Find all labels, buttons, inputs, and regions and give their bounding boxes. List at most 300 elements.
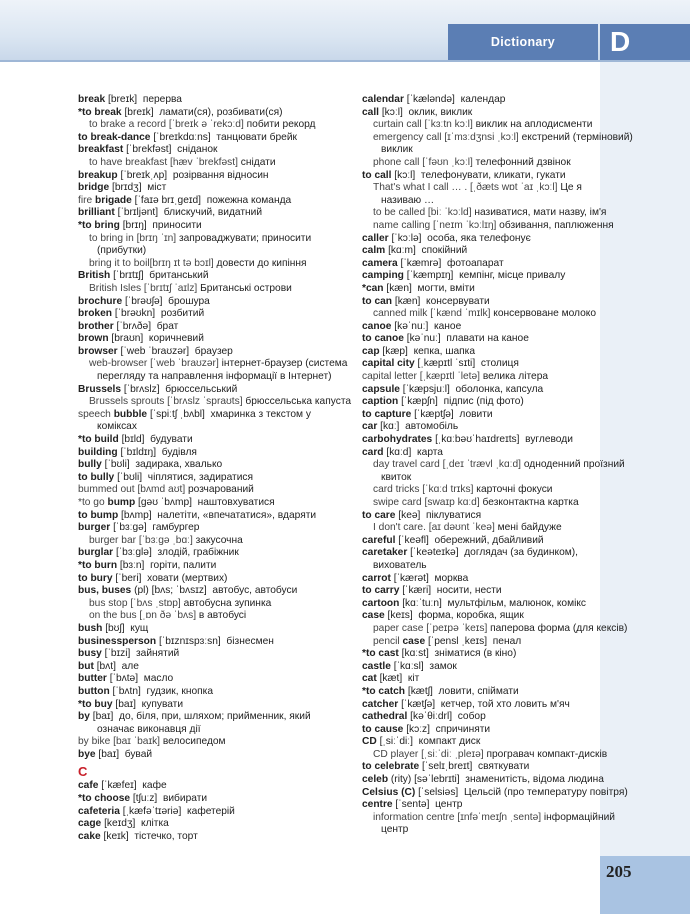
sub-entry xyxy=(362,157,598,170)
dictionary-entry xyxy=(362,761,598,774)
sub-entry xyxy=(78,358,346,371)
transcription: [ˈbʌtə] xyxy=(109,673,139,685)
dictionary-entry xyxy=(362,409,598,422)
dictionary-entry xyxy=(78,686,346,699)
headword: cartoon xyxy=(362,597,400,609)
sub-entry xyxy=(78,283,346,296)
transcription: [kɔːz] xyxy=(406,723,430,735)
translation: обережний, дбайливий xyxy=(434,534,544,546)
sub-entry xyxy=(362,748,608,762)
translation: бувай xyxy=(124,748,153,760)
dictionary-entry xyxy=(362,321,598,334)
translation: піклуватися xyxy=(426,509,482,521)
dictionary-entry xyxy=(362,610,598,623)
headword: capital city xyxy=(362,358,415,370)
dictionary-entry xyxy=(78,831,346,844)
dictionary-entry xyxy=(362,333,598,346)
dictionary-entry xyxy=(78,472,346,485)
headword: careful xyxy=(362,534,396,546)
headword: *to cast xyxy=(362,648,399,660)
entry-continuation xyxy=(78,371,346,384)
example-phrase: by bike [baɪ ˈbaɪk] xyxy=(78,736,161,748)
transcription: [keə] xyxy=(398,509,421,521)
headword: cafeteria xyxy=(78,805,120,817)
dictionary-entry xyxy=(78,585,346,598)
transcription: [ˈberi] xyxy=(115,572,142,584)
translation: танцювати брейк xyxy=(216,131,297,143)
example-phrase: canned milk [ˈkænd ˈmɪlk] xyxy=(373,308,491,320)
translation: довести до кипіння xyxy=(216,257,307,269)
headword: cafe xyxy=(78,780,99,792)
headword: cathedral xyxy=(362,711,408,723)
sub-entry xyxy=(362,219,614,233)
transcription: [ˈweb ˈbraʊzər] xyxy=(120,345,190,357)
translation: морква xyxy=(434,572,469,584)
dictionary-entry xyxy=(78,182,346,195)
dictionary-entry xyxy=(78,510,346,523)
transcription: [ˈbɜːgə] xyxy=(113,522,147,534)
transcription: [ˈfaɪə brɪˌgeɪd] xyxy=(134,194,202,206)
entry-continuation xyxy=(362,560,598,573)
translation: носити, нести xyxy=(436,585,502,597)
headword: bus, buses xyxy=(78,585,132,597)
translation: карта xyxy=(416,446,443,458)
dictionary-entry xyxy=(362,384,598,397)
translation: велосипедом xyxy=(162,736,226,748)
dictionary-entry xyxy=(362,585,598,598)
translation: центр xyxy=(435,799,463,811)
transcription: [ˈkæptʃə] xyxy=(414,408,454,420)
translation: запроваджувати; приносити xyxy=(178,232,312,244)
transcription: [ˌsiːˈdiː] xyxy=(379,736,413,748)
headword: browser xyxy=(78,345,118,357)
translation: ловити, спіймати xyxy=(438,685,519,697)
dictionary-entry xyxy=(362,421,598,434)
translation: снідати xyxy=(240,156,276,168)
translation: знаменитість, відома людина xyxy=(465,774,604,786)
transcription: [ˈkɑːsl] xyxy=(393,660,424,672)
dictionary-entry xyxy=(362,434,598,447)
translation: брюссельський xyxy=(165,383,238,395)
entry-continuation xyxy=(78,421,346,434)
translation: карточні фокуси xyxy=(476,484,553,496)
headword: to call xyxy=(362,169,392,181)
dictionary-entry xyxy=(78,384,346,397)
translation: фотоапарат xyxy=(446,257,504,269)
example-phrase: speech xyxy=(78,408,111,420)
transcription: [ˈselsiəs] xyxy=(418,786,459,798)
headword: cage xyxy=(78,818,102,830)
translation: міст xyxy=(147,182,167,194)
sub-entry xyxy=(362,308,598,321)
headword: *can xyxy=(362,282,384,294)
headword: butter xyxy=(78,673,107,685)
transcription: [baɪ] xyxy=(115,698,136,710)
translation: перерва xyxy=(142,94,182,105)
dictionary-entry xyxy=(362,510,598,523)
dictionary-entry xyxy=(362,94,598,107)
translation: ламати(ся), розбивати(ся) xyxy=(159,106,283,118)
translation: Британські острови xyxy=(200,282,292,294)
example-phrase: *to go xyxy=(78,497,105,508)
transcription: [kæn] xyxy=(386,282,412,294)
transcription: [keɪk] xyxy=(103,830,129,842)
translation: налетіти, «впечататися», вдаряти xyxy=(157,509,317,521)
headword: cap xyxy=(362,345,380,357)
translation: столиця xyxy=(480,358,519,370)
translation: означає виконавця дії xyxy=(97,723,201,735)
transcription: [kəˈnuː] xyxy=(394,320,429,332)
transcription: [kɔːl] xyxy=(394,169,416,181)
sub-entry xyxy=(78,396,352,409)
translation: кіт xyxy=(407,673,420,685)
dictionary-entry xyxy=(78,560,346,573)
translation: коричневий xyxy=(148,333,204,345)
headword: catcher xyxy=(362,698,399,710)
headword: to can xyxy=(362,295,393,307)
translation: тістечко, торт xyxy=(134,830,198,842)
transcription: [ˈkæmrə] xyxy=(400,257,442,269)
translation: спокійний xyxy=(421,245,468,257)
translation: телефонний дзвінок xyxy=(475,156,571,168)
transcription: [breɪk] xyxy=(124,106,154,118)
example-phrase: name calling [ˈneɪm ˈkɔːlɪŋ] xyxy=(373,219,497,231)
headword: brother xyxy=(78,320,114,332)
dictionary-entry xyxy=(362,547,598,560)
headword: building xyxy=(78,446,118,458)
example-phrase: curtain call [ˈkɜːtn kɔːl] xyxy=(373,119,473,131)
example-phrase: information centre [ɪnfəˈmeɪʃn ˌsentə] xyxy=(373,811,542,823)
dictionary-entry xyxy=(362,283,598,296)
headword: burger xyxy=(78,522,111,534)
transcription: [ˈbɪznɪspɜːsn] xyxy=(158,635,221,647)
transcription: [ˈkæri] xyxy=(402,585,432,597)
transcription: [ˈbrekfəst] xyxy=(126,144,172,156)
translation: кепка, шапка xyxy=(413,345,476,357)
translation: інформаційний xyxy=(543,811,615,823)
dictionary-entry xyxy=(362,736,598,749)
entry-continuation xyxy=(362,824,598,837)
sub-entry xyxy=(362,119,598,132)
headword: caption xyxy=(362,396,399,408)
translation: каное xyxy=(433,320,462,332)
headword: *to buy xyxy=(78,698,113,710)
headword: to capture xyxy=(362,408,412,420)
translation: ловити xyxy=(459,408,493,420)
transcription: [ˌkɑːbəʊˈhaɪdreɪts] xyxy=(435,434,520,446)
dictionary-entry xyxy=(362,270,598,283)
sub-entry xyxy=(78,409,346,422)
example-phrase: to have breakfast [hæv ˈbrekfəst] xyxy=(89,156,238,168)
example-phrase: burger bar [ˈbɜːgə ˌbɑː] xyxy=(89,534,193,546)
translation: святкувати xyxy=(477,761,530,773)
translation: вуглеводи xyxy=(525,434,573,446)
example-phrase: to brake a record [ˈbreɪk ə ˈrekɔːd] xyxy=(89,119,244,131)
headword: call xyxy=(362,106,379,118)
transcription: [bʌt] xyxy=(96,660,116,672)
headword: busy xyxy=(78,648,102,660)
translation: виклик на аплодисменти xyxy=(475,119,593,131)
translation: доглядач (за будинком), xyxy=(464,547,578,559)
example-phrase: to be called [biː ˈkɔːld] xyxy=(373,207,472,219)
translation: спричиняти xyxy=(435,723,491,735)
transcription: [kæt] xyxy=(379,673,403,685)
dictionary-entry xyxy=(362,573,598,586)
sub-entry xyxy=(362,497,598,510)
headword: case xyxy=(362,610,385,622)
right-column xyxy=(362,94,633,837)
dictionary-entry xyxy=(362,107,598,120)
transcription: [ˈbrɪtɪʃ] xyxy=(113,270,144,282)
transcription: [ˈkærət] xyxy=(393,572,429,584)
transcription: [brɪŋ] xyxy=(122,219,147,231)
transcription: [ˌkæfəˈtɪəriə] xyxy=(122,805,182,817)
section-tab xyxy=(448,24,598,60)
translation: виклик xyxy=(381,144,413,156)
transcription: [tʃuːz] xyxy=(132,793,158,805)
headword: to carry xyxy=(362,585,400,597)
translation: але xyxy=(121,660,139,672)
headword: to bury xyxy=(78,572,113,584)
translation: квиток xyxy=(381,471,412,483)
example-phrase: That's what I call … . [ˌðæts wɒt ˈaɪ ˌkɔːl] xyxy=(373,182,558,194)
translation: консервувати xyxy=(426,295,490,307)
sub-entry xyxy=(362,371,598,384)
translation: кемпінг, місце привалу xyxy=(459,270,566,282)
entry-continuation xyxy=(362,195,598,208)
translation: хмаринка з текстом у xyxy=(210,408,311,420)
headword: carbohydrates xyxy=(362,434,433,446)
translation: пенал xyxy=(492,635,522,647)
translation: плавати на каное xyxy=(446,333,529,345)
dictionary-entry xyxy=(78,434,346,447)
sub-entry xyxy=(362,622,628,636)
transcription: [ˈsentə] xyxy=(395,799,430,811)
dictionary-entry xyxy=(78,749,346,762)
dictionary-entry xyxy=(362,233,598,246)
translation: обзивання, паплюження xyxy=(499,219,614,231)
headword: Brussels xyxy=(78,383,122,395)
translation: вихователь xyxy=(373,559,427,571)
translation: ховати (мертвих) xyxy=(147,572,228,584)
headword: to cause xyxy=(362,723,404,735)
letter-heading: C xyxy=(78,764,88,780)
sub-entry xyxy=(78,535,346,548)
translation: замок xyxy=(429,660,457,672)
transcription: [ˈbreɪkˌʌp] xyxy=(120,169,168,181)
transcription: [ˈkæpsjuːl] xyxy=(402,383,450,395)
headword: caretaker xyxy=(362,547,408,559)
sub-entry xyxy=(78,484,346,497)
transcription: [baɪ] xyxy=(98,748,120,760)
headword: cake xyxy=(78,830,101,842)
transcription: [ˈkeəteɪkə] xyxy=(410,547,459,559)
section-letter-text: D xyxy=(610,26,631,57)
translation: кущ xyxy=(130,622,149,634)
transcription: (rity) [səˈlebrɪti] xyxy=(390,774,460,786)
transcription: [ˈkæmpɪŋ] xyxy=(406,270,454,282)
headword: castle xyxy=(362,660,391,672)
sub-entry xyxy=(78,157,346,170)
dictionary-entry xyxy=(78,308,346,321)
translation: інтернет-браузер (система xyxy=(221,358,348,370)
example-phrase: British Isles [ˈbrɪtɪʃ ˈaɪlz] xyxy=(89,282,198,294)
dictionary-entry xyxy=(78,94,346,107)
translation: календар xyxy=(460,94,506,105)
transcription: [kɑːst] xyxy=(401,648,429,660)
entry-continuation xyxy=(362,144,598,157)
header-rule xyxy=(0,60,690,62)
dictionary-entry xyxy=(362,686,598,699)
headword: celeb xyxy=(362,774,389,786)
dictionary-entry xyxy=(362,799,598,812)
translation: автобус, автобуси xyxy=(212,585,298,597)
transcription: [ˈbrəʊʃə] xyxy=(125,295,163,307)
transcription: [ˈkɔːlə] xyxy=(391,232,422,244)
dictionary-entry xyxy=(362,673,598,686)
transcription: [ˈbreɪkdɑːns] xyxy=(153,131,211,143)
transcription: [kæn] xyxy=(394,295,421,307)
translation: зніматися (в кіно) xyxy=(434,648,517,660)
example-phrase: fire xyxy=(78,194,93,206)
translation: приносити xyxy=(152,219,202,231)
transcription: [braʊn] xyxy=(111,333,144,345)
translation: центр xyxy=(381,824,409,836)
headword: *to build xyxy=(78,434,119,446)
example-phrase: bring it to boil[brɪŋ ɪt tə bɔɪl] xyxy=(89,257,214,269)
headword: car xyxy=(362,421,378,433)
transcription: [ˈbʌtn] xyxy=(112,685,141,697)
headword: *to catch xyxy=(362,685,406,697)
translation: одноденний проїзний xyxy=(523,459,625,471)
transcription: [kɔːl] xyxy=(381,106,403,118)
translation: екстрений (терміновий) xyxy=(521,131,633,143)
dictionary-entry xyxy=(78,132,346,145)
dictionary-entry xyxy=(78,573,346,586)
translation: будувати xyxy=(150,434,193,446)
headword: brilliant xyxy=(78,207,115,219)
dictionary-entry xyxy=(362,774,604,787)
dictionary-entry xyxy=(78,459,346,472)
sub-entry xyxy=(362,207,607,220)
translation: консервоване молоко xyxy=(493,308,597,320)
translation: перегляду та направлення інформації в Інтернет) xyxy=(97,371,332,383)
translation: мені байдуже xyxy=(497,522,562,534)
example-phrase: to bring in [brɪŋ ˈɪn] xyxy=(89,232,177,244)
headword: canoe xyxy=(362,320,392,332)
dictionary-entry xyxy=(78,107,346,120)
transcription: [ˈkætʃə] xyxy=(401,698,436,710)
dictionary-entry xyxy=(78,522,346,535)
translation: побити рекорд xyxy=(246,119,316,131)
headword: brown xyxy=(78,333,109,345)
translation: телефонувати, кликати, гукати xyxy=(420,169,566,181)
dictionary-entry xyxy=(78,648,346,661)
dictionary-entry xyxy=(362,396,598,409)
translation: купувати xyxy=(141,698,184,710)
translation: підпис (під фото) xyxy=(443,396,524,408)
sub-entry xyxy=(362,636,598,649)
translation: коміксах xyxy=(97,421,137,433)
transcription: [gəʊ ˈbʌmp] xyxy=(138,497,192,508)
transcription: [brɪdʒ] xyxy=(111,182,142,194)
transcription: [ˈbɜːglə] xyxy=(115,547,152,559)
headword: capsule xyxy=(362,383,400,395)
translation: задирака, хвалько xyxy=(135,459,223,471)
sub-entry xyxy=(78,610,346,623)
translation: автомобіль xyxy=(405,421,459,433)
translation: розбитий xyxy=(160,308,205,320)
dictionary-entry xyxy=(78,447,346,460)
dictionary-entry xyxy=(78,818,346,831)
dictionary-entry xyxy=(362,358,598,371)
transcription: [ˈspiːtʃ ˌbʌbl] xyxy=(149,408,205,420)
translation: чіплятися, задиратися xyxy=(147,471,254,483)
sub-entry xyxy=(78,233,346,246)
dictionary-entry xyxy=(362,245,598,258)
translation: собор xyxy=(457,711,486,723)
translation: гудзик, кнопка xyxy=(146,685,214,697)
headword: CD xyxy=(362,736,377,748)
translation: Цельсій (про температуру повітря) xyxy=(463,786,628,798)
transcription: [ˈbɪzi] xyxy=(104,648,131,660)
translation: брошура xyxy=(168,295,210,307)
headword: bully xyxy=(78,459,102,471)
translation: вибирати xyxy=(162,793,208,805)
dictionary-entry xyxy=(78,333,346,346)
headword: by xyxy=(78,711,90,723)
transcription: [ˌkæpɪtl ˈsɪti] xyxy=(417,358,476,370)
headword: breakup xyxy=(78,169,118,181)
dictionary-entry xyxy=(362,786,628,800)
entry-continuation xyxy=(78,724,346,737)
dictionary-entry xyxy=(78,346,346,359)
translation: до, біля, при, шляхом; прийменник, який xyxy=(119,711,311,723)
headword: *to break xyxy=(78,106,122,118)
dictionary-entry xyxy=(78,296,346,309)
sub-entry xyxy=(362,182,598,195)
example-phrase: web-browser [ˈweb ˈbraʊzər] xyxy=(89,358,219,370)
example-phrase: paper case [ˈpeɪpə ˈkeɪs] xyxy=(373,622,488,634)
dictionary-entry xyxy=(78,623,346,636)
example-phrase: on the bus [ˌɒn ðə ˈbʌs] xyxy=(89,610,197,622)
headword: to break-dance xyxy=(78,131,151,143)
dictionary-entry xyxy=(362,598,598,611)
headword: break xyxy=(78,94,106,105)
translation: особа, яка телефонує xyxy=(427,232,531,244)
headword: calm xyxy=(362,245,386,257)
translation: автобусна зупинка xyxy=(183,597,272,609)
dictionary-entry xyxy=(78,636,346,649)
translation: Це я xyxy=(560,182,582,194)
example-phrase: capital letter [ˌkæpɪtl ˈletə] xyxy=(362,371,480,383)
dictionary-entry xyxy=(78,699,346,712)
translation: бізнесмен xyxy=(226,635,274,647)
entry-continuation xyxy=(362,472,598,485)
transcription: [ˈbrʌðə] xyxy=(116,320,152,332)
example-phrase: day travel card [ˌdeɪ ˈtrævl ˌkɑːd] xyxy=(373,459,521,471)
transcription: [keɪs] xyxy=(387,610,413,622)
headword: *to burn xyxy=(78,559,118,571)
sub-entry xyxy=(78,736,346,749)
translation: розірвання відносин xyxy=(172,169,269,181)
translation: кетчер, той хто ловить м'яч xyxy=(440,698,570,710)
headword: bush xyxy=(78,622,103,634)
transcription: (pl) [bʌs; ˈbʌsɪz] xyxy=(134,585,207,597)
sub-entry xyxy=(362,484,598,497)
dictionary-entry xyxy=(78,806,346,819)
dictionary-entry xyxy=(362,258,598,271)
